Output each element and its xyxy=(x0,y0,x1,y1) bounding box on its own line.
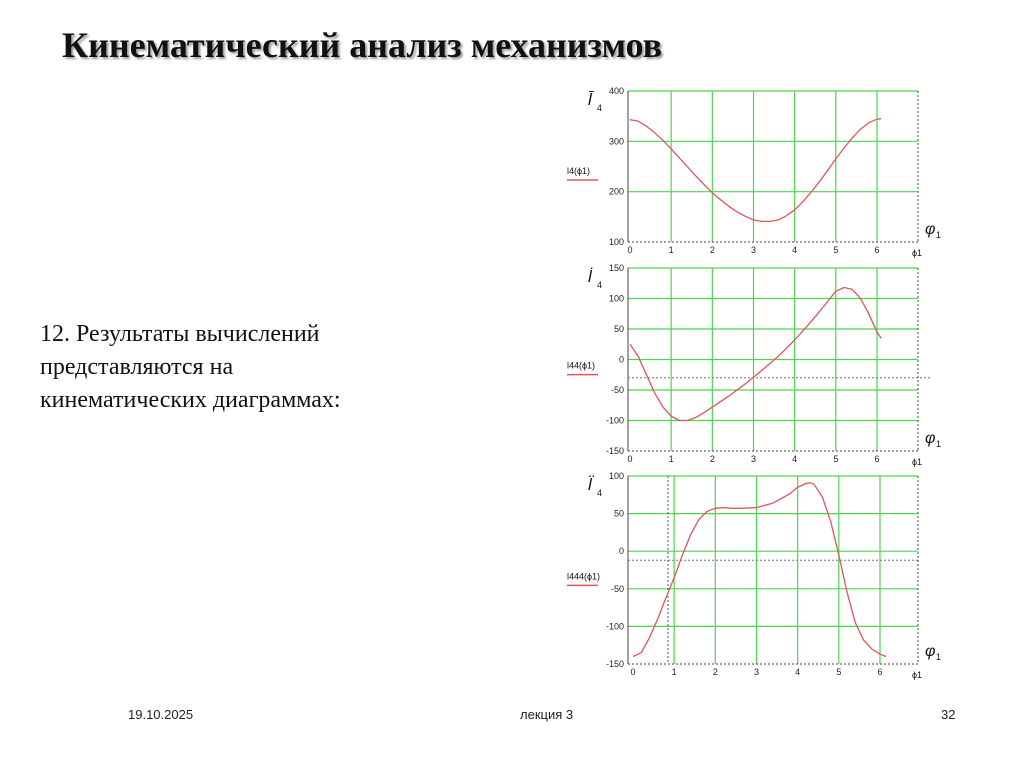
chart-3-xtick-label: 6 xyxy=(877,667,883,677)
chart-1-series-line xyxy=(630,119,881,222)
chart-3-xtick-label: 4 xyxy=(795,667,801,677)
chart-1-x-var: ϕ1 xyxy=(912,248,923,258)
chart-3-ytick-label: -50 xyxy=(610,583,624,594)
chart-2-ytick-label: 0 xyxy=(618,354,624,365)
chart-2-ytick-label: 50 xyxy=(613,324,624,334)
chart-1-y-symbol: l̄ xyxy=(588,90,592,109)
footer-page-number: 32 xyxy=(941,707,956,722)
chart-2-series-line xyxy=(630,288,881,421)
chart-2-y-symbol: l̇ xyxy=(588,267,592,286)
chart-1-legend-label: l4(ϕ1) xyxy=(567,166,591,177)
chart-2-xtick-label: 1 xyxy=(668,454,674,464)
chart-1-x-subscript: 1 xyxy=(936,230,942,240)
body-text-line-3: кинематических диаграммах: xyxy=(40,387,341,413)
chart-2-xtick-label: 0 xyxy=(627,454,633,464)
chart-2-ytick-label: 150 xyxy=(608,263,624,273)
chart-1-ytick-label: 400 xyxy=(608,86,624,96)
chart-3-xtick-label: 5 xyxy=(836,667,842,677)
chart-2-xtick-label: 4 xyxy=(792,454,798,464)
chart-3 xyxy=(567,471,941,680)
chart-1-xtick-label: 5 xyxy=(833,245,839,255)
chart-3-legend-label: l444(ϕ1) xyxy=(567,571,601,582)
chart-1-xtick-label: 4 xyxy=(792,245,798,255)
chart-3-y-subscript: 4 xyxy=(597,488,603,498)
chart-3-series-line xyxy=(633,483,886,657)
chart-3-ytick-label: 100 xyxy=(608,471,624,481)
chart-2-ytick-label: -150 xyxy=(605,446,624,456)
chart-2-x-symbol: φ xyxy=(925,430,936,447)
chart-3-x-symbol: φ xyxy=(925,643,936,660)
chart-3-x-var: ϕ1 xyxy=(912,670,923,680)
chart-1-xtick-label: 0 xyxy=(627,245,633,255)
chart-1-xtick-label: 2 xyxy=(709,245,715,255)
chart-2-y-subscript: 4 xyxy=(597,280,603,290)
footer-lecture: лекция 3 xyxy=(520,707,574,722)
chart-2-xtick-label: 6 xyxy=(874,454,880,464)
chart-3-xtick-label: 1 xyxy=(671,667,677,677)
chart-1 xyxy=(567,86,941,258)
chart-2 xyxy=(567,263,941,467)
chart-2-ytick-label: 100 xyxy=(608,293,624,304)
slide-title: Кинематический анализ механизмов xyxy=(62,25,663,65)
body-text-line-1: 12. Результаты вычислений xyxy=(40,321,320,347)
chart-2-xtick-label: 3 xyxy=(750,454,757,464)
chart-1-ytick-label: 200 xyxy=(608,186,624,197)
chart-2-xtick-label: 5 xyxy=(833,454,839,464)
chart-3-xtick-label: 0 xyxy=(630,667,636,677)
chart-3-xtick-label: 3 xyxy=(753,667,760,677)
chart-3-ytick-label: -100 xyxy=(605,621,624,632)
chart-3-ytick-label: -150 xyxy=(605,659,624,669)
chart-1-x-symbol: φ xyxy=(925,221,936,238)
chart-1-xtick-label: 3 xyxy=(750,245,757,255)
chart-3-ytick-label: 0 xyxy=(618,546,624,557)
chart-3-ytick-label: 50 xyxy=(613,508,624,519)
chart-3-xtick-label: 2 xyxy=(712,667,718,677)
chart-3-y-symbol: l̈ xyxy=(588,475,592,494)
chart-3-x-subscript: 1 xyxy=(936,652,942,662)
chart-2-x-var: ϕ1 xyxy=(912,457,923,467)
chart-2-legend-label: l44(ϕ1) xyxy=(567,360,596,371)
chart-2-ytick-label: -50 xyxy=(610,385,624,395)
chart-1-xtick-label: 6 xyxy=(874,245,880,255)
chart-2-ytick-label: -100 xyxy=(605,415,624,426)
chart-2-xtick-label: 2 xyxy=(709,454,715,464)
chart-1-ytick-label: 100 xyxy=(608,237,624,247)
footer-date: 19.10.2025 xyxy=(128,707,194,722)
chart-1-xtick-label: 1 xyxy=(668,245,674,255)
body-text-line-2: представляются на xyxy=(40,354,234,380)
chart-1-ytick-label: 300 xyxy=(608,136,624,147)
chart-2-x-subscript: 1 xyxy=(936,439,942,449)
chart-1-y-subscript: 4 xyxy=(597,103,603,113)
